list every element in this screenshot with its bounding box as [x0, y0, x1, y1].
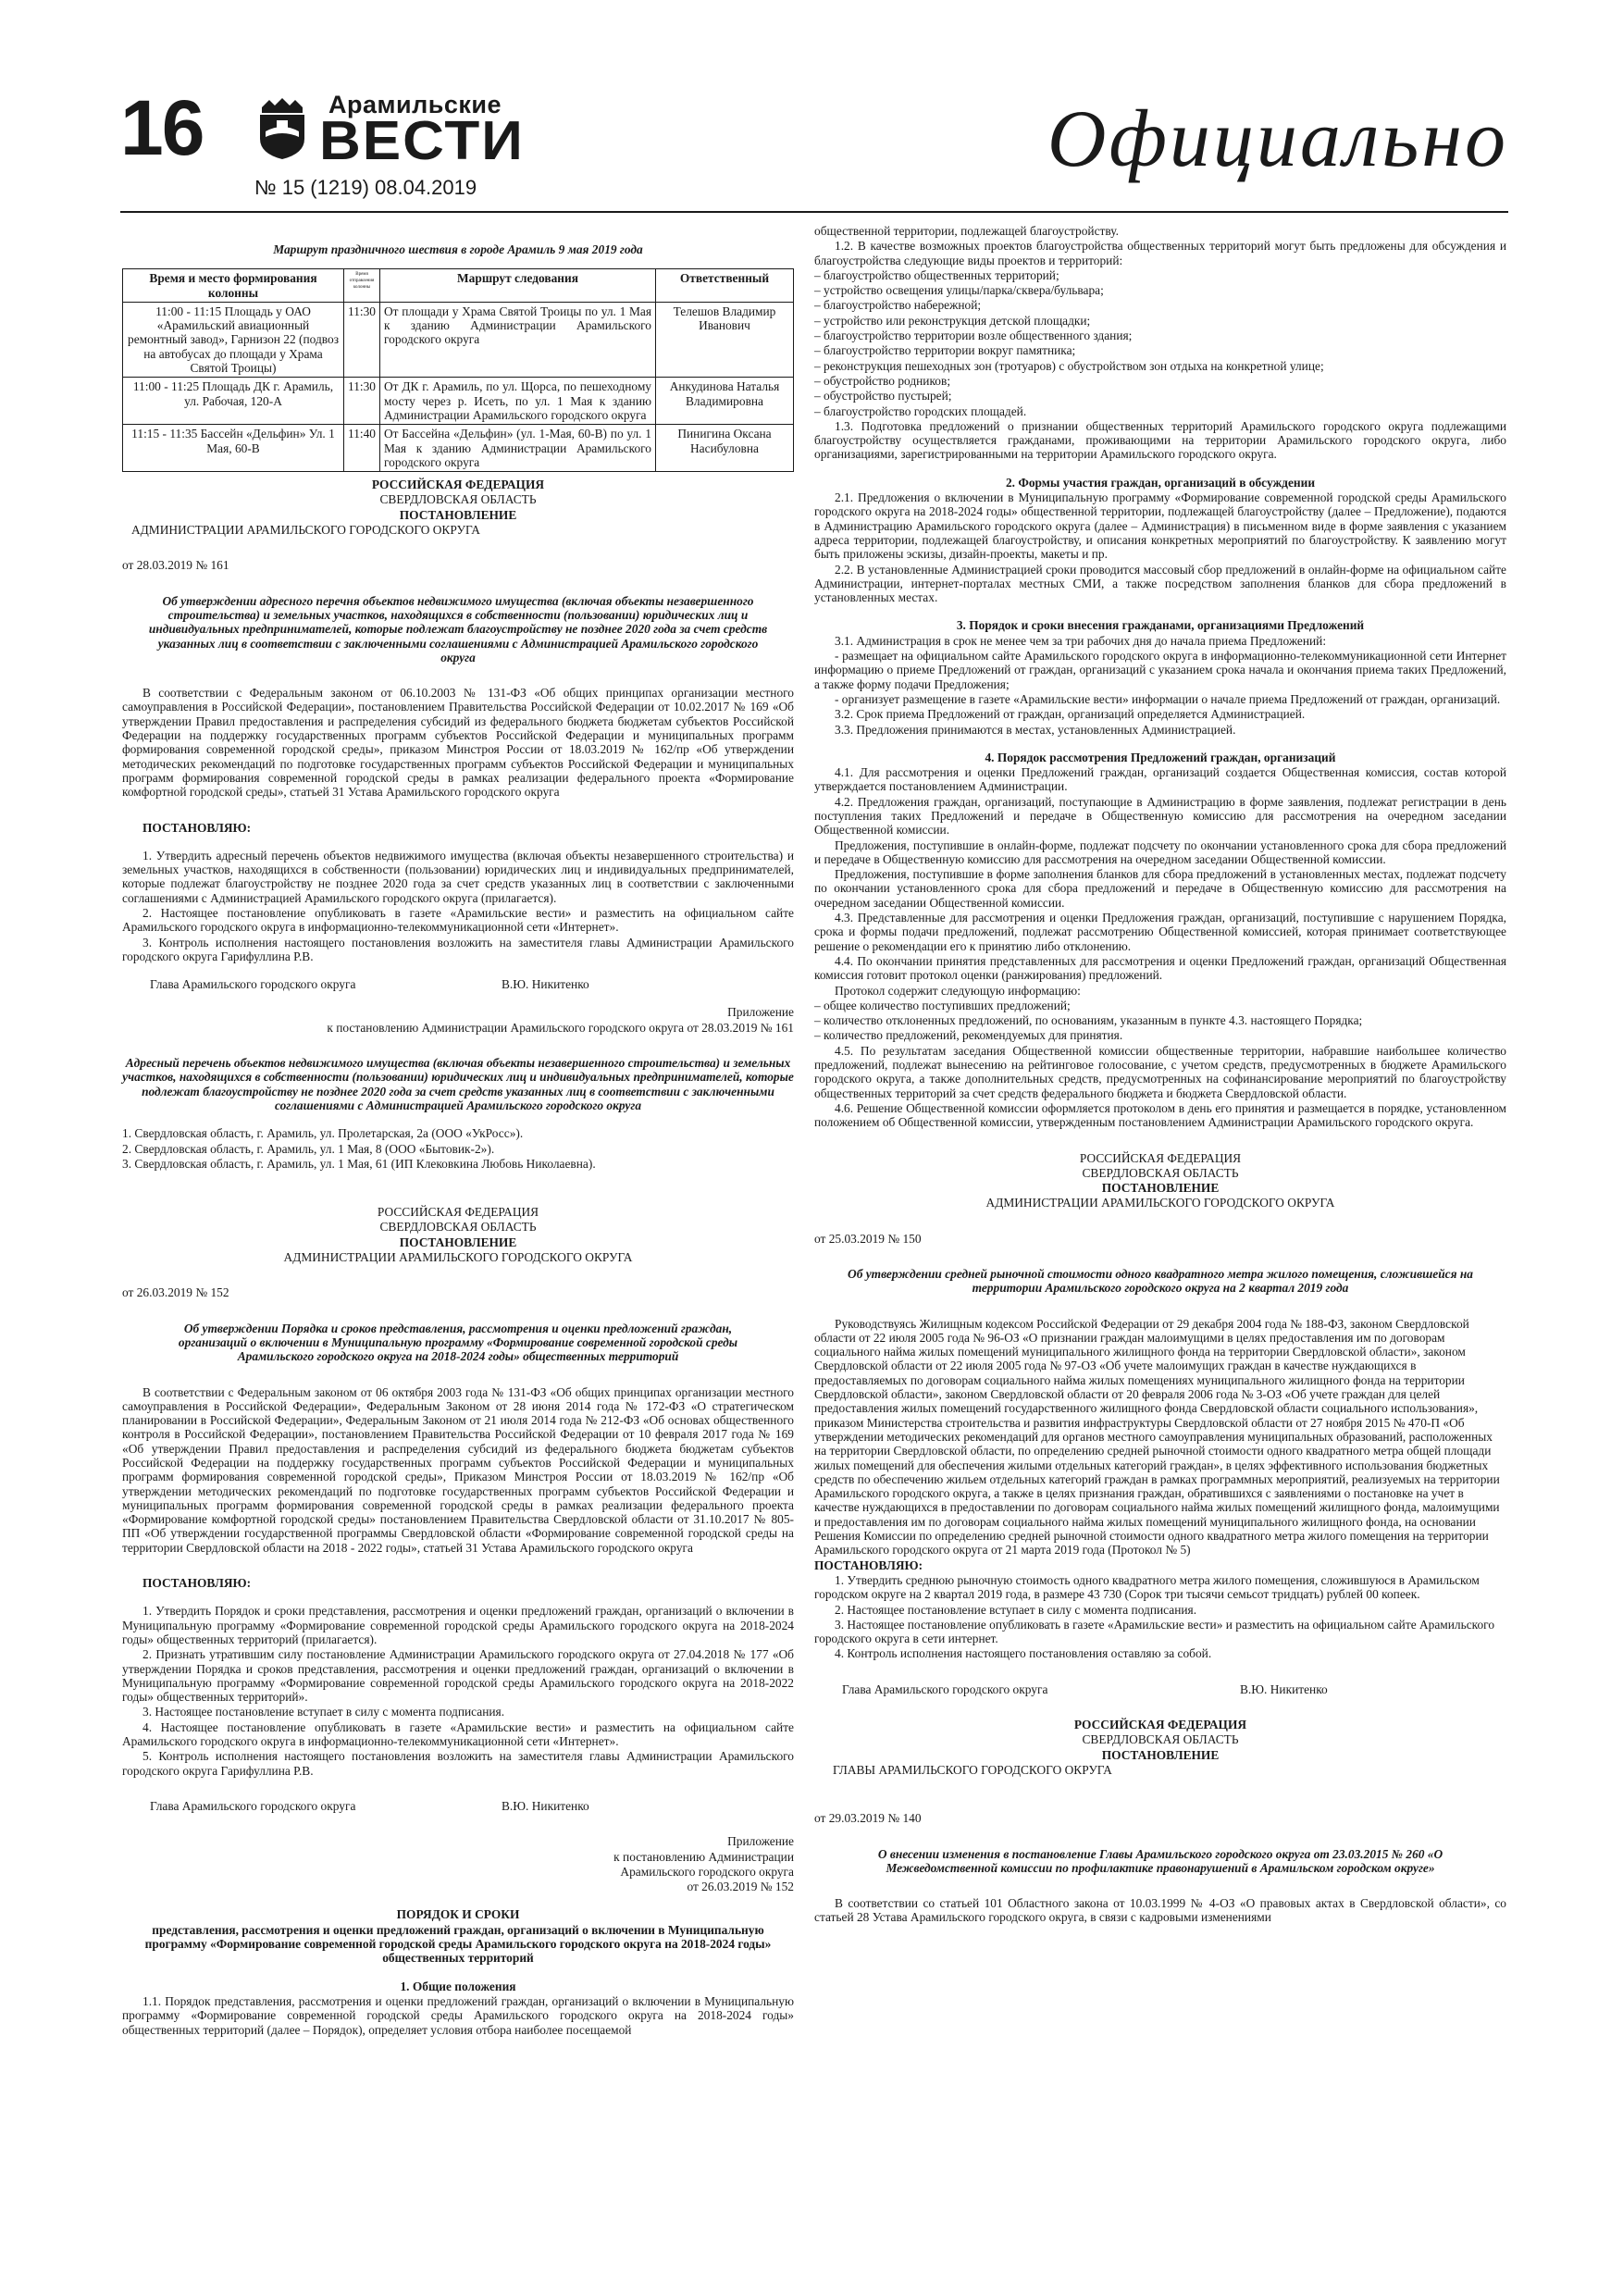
decree-date: от 25.03.2019 № 150 — [814, 1231, 922, 1246]
section-heading: 1. Общие положения — [400, 1979, 516, 1993]
route-time: 11:30 — [344, 378, 380, 425]
paragraph: 3.3. Предложения принимаются в местах, установленных Администрацией. — [835, 722, 1236, 737]
decree-item: 2. Признать утратившим силу постановление Администрации Арамильского городского округа от 27.04.2018 № 177 «Об утверждении Порядка и сроков представления, рассмотрения и оценки предложений граждан, организаций о включении в Муниципальную программу «Формирование современной городской среды Арамильского городского округа на 2018-2022 годы» общественных территорий». — [122, 1647, 794, 1705]
list-item: – благоустройство территории возле общественного здания; — [814, 329, 1133, 343]
decree-heading-region: СВЕРДЛОВСКАЯ ОБЛАСТЬ — [379, 1220, 537, 1235]
list-item: – количество предложений, рекомендуемых для принятия. — [814, 1028, 1123, 1043]
decree-preamble: В соответствии с Федеральным законом от 06 октября 2003 года № 131-ФЗ «Об общих принципах организации местного самоуправления в Российской Федерации», Федеральным Законом от 28 июня 2014 года № 172-ФЗ «О стратегическом планировании в Российской Федерации», Федеральным Законом от 21 июля 2014 года № 212-ФЗ «Об основах общественного контроля в Российской Федерации», постановлением Правительства Российской Федерации от 10 февраля 2017 года № 169 «Об утверждении Правил предоставления и распределения субсидий из федерального бюджета бюджетам субъектов Российской Федерации на поддержку государственных программ субъектов Российской Федерации и муниципальных программ формирования современной городской среды», Приказом Минстроя России от 18.03.2019 № 162/пр «Об утверждении методических рекомендаций по подготовке государственных программ субъектов Российской Федерации и муниципальных программ формирования современной городской среды в рамках реализации федерального проекта «Формирование комфортной городской среды» постановлением Правительства Свердловской области от 31.10.2017 № 805-ПП «Об утверждении государственной программы Свердловской области «Формирование современной городской среды на территории Свердловской области на 2018 - 2022 годы», статьей 31 Устава Арамильского городского округа — [122, 1384, 794, 1555]
list-item: 3. Свердловская область, г. Арамиль, ул. 1 Мая, 61 (ИП Клековкина Любовь Николаевна). — [122, 1156, 596, 1171]
brand-name-big: ВЕСТИ — [319, 110, 525, 172]
decree-item: 3. Настоящее постановление опубликовать в газете «Арамильские вести» и разместить на официальном сайте Арамильского городского округа в сети интернет. — [814, 1617, 1495, 1646]
left-column — [122, 224, 794, 2038]
list-item: – устройство или реконструкция детской площадки; — [814, 313, 1091, 328]
decree-title: О внесении изменения в постановление Главы Арамильского городского округа от 23.03.2015 № 260 «О Межведомственной комиссии по профилактике правонарушений в Арамильском городском округе» — [877, 1846, 1443, 1875]
section-heading: 4. Порядок рассмотрения Предложений граждан, организаций — [985, 750, 1336, 764]
decree-item: 2. Настоящее постановление вступает в силу с момента подписания. — [835, 1602, 1197, 1617]
appendix-label: Приложение — [727, 1834, 794, 1849]
signer-name: В.Ю. Никитенко — [502, 977, 589, 992]
paragraph: 1.2. В качестве возможных проектов благоустройства общественных территорий могут быть предложены для обсуждения и благоустройства следующие виды проектов и территорий: — [814, 239, 1506, 267]
paragraph: 2.1. Предложения о включении в Муниципальную программу «Формирование современной городской среды Арамильского городского округа на 2018-2024 годы» общественной территории, подлежащей благоустройству (далее – Предложение), подаются в Администрацию Арамильского городского округа (далее – Администрация) в письменном виде в форме заявления с указанием адреса территории, подлежащей благоустройству, и описания конкретных мероприятий по благоустройству. К заявлению могут быть приложены эскизы, дизайн-проекты, макеты и пр. — [814, 490, 1506, 562]
paragraph: Предложения, поступившие в онлайн-форме, подлежат подсчету по окончании установленного срока для сбора предложений и передаче в Общественную комиссию для рассмотрения на очередном заседании Общественной комиссии. — [814, 838, 1506, 866]
list-item: – общее количество поступивших предложений; — [814, 998, 1071, 1012]
paragraph: 1.3. Подготовка предложений о признании общественных территорий Арамильского городского округа подлежащими благоустройству осуществляется гражданами, проживающими на территории Арамильского городского округа, либо организациями, зарегистрированными на территории Арамильского городского округа. — [814, 418, 1506, 462]
decree-161 — [122, 478, 794, 1171]
table-row — [123, 302, 794, 377]
decree-preamble: В соответствии с Федеральным законом от 06.10.2003 № 131-ФЗ «Об общих принципах организации местного самоуправления в Российской Федерации», постановлением Правительства Российской Федерации от 10.02.2017 № 169 «Об утверждении Правил предоставления и распределения субсидий из федерального бюджета бюджетам субъектов Российской Федерации на поддержку государственных программ субъектов Российской Федерации и муниципальных программ формирования современной городской среды», приказом Минстроя России от 18.03.2019 № 162/пр «Об утверждении методических рекомендаций по подготовке государственных программ субъектов Российской Федерации и муниципальных программ формирования современной городской среды в рамках реализации федерального проекта «Формирование комфортной городской среды», статьей 31 Устава Арамильского городского округа — [122, 686, 794, 800]
masthead — [120, 84, 1508, 214]
decree-preamble: В соответствии со статьей 101 Областного закона от 10.03.1999 № 4-ОЗ «О правовых актах в Свердловской области», со статьей 28 Устава Арамильского городского округа, в связи с кадровыми изменениями — [814, 1896, 1506, 1925]
address-list-title: Адресный перечень объектов недвижимого имущества (включая объекты незавершенного строительства) и земельных участков, находящихся в собственности (пользовании) юридических лиц и индивидуальных предпринимателей, которые подлежат благоустройству не позднее 2020 года за счет средств указанных лиц в соответствии с заключенными соглашениями с Администрацией Арамильского городского округа — [122, 1056, 794, 1112]
list-item: – количество отклоненных предложений, по основаниям, указанным в пункте 4.3. настоящего Порядка; — [814, 1013, 1363, 1028]
decree-heading-region: СВЕРДЛОВСКАЯ ОБЛАСТЬ — [1082, 1165, 1239, 1180]
decree-signature — [122, 1799, 794, 1813]
appendix-label: Приложение — [727, 1005, 794, 1020]
route-table-header — [123, 269, 794, 303]
decree-heading-country: РОССИЙСКАЯ ФЕДЕРАЦИЯ — [1073, 1718, 1247, 1732]
route-header-place: Время и место формирования колонны — [123, 269, 344, 303]
table-row — [123, 378, 794, 425]
list-item: – благоустройство набережной; — [814, 298, 982, 313]
appendix-ref: от 26.03.2019 № 152 — [687, 1880, 794, 1894]
route-place: 11:00 - 11:15 Площадь у ОАО «Арамильский авиационный ремонтный завод», Гарнизон 22 (подвоз на автобусах до площади у Храма Святой Троицы) — [123, 302, 344, 377]
paragraph: Протокол содержит следующую информацию: — [835, 983, 1081, 998]
decree-date: от 29.03.2019 № 140 — [814, 1811, 922, 1826]
list-item: – благоустройство городских площадей. — [814, 403, 1027, 418]
decree-heading-body: ГЛАВЫ АРАМИЛЬСКОГО ГОРОДСКОГО ОКРУГА — [833, 1762, 1112, 1777]
paragraph: 4.3. Представленные для рассмотрения и оценки Предложения граждан, организаций, поступившие с нарушением Порядка, срока и формы подачи предложений, подлежат рассмотрению Общественной комиссией, которая принимает соответствующее решение о рекомендации его к принятию либо отклонению. — [814, 911, 1506, 953]
paragraph: 3.2. Срок приема Предложений от граждан, организаций определяется Администрацией. — [835, 707, 1306, 722]
decree-date: от 28.03.2019 № 161 — [122, 558, 229, 573]
route-person: Пинигина Оксана Насибуловна — [656, 425, 794, 472]
route-title: Маршрут праздничного шествия в городе Арамиль 9 мая 2019 года — [273, 242, 643, 256]
decree-item: 3. Контроль исполнения настоящего постановления возложить на заместителя главы Администрации Арамильского городского округа Гарифуллина Р.В. — [122, 935, 794, 963]
signer-role: Глава Арамильского городского округа — [842, 1682, 1048, 1696]
route-path: От Бассейна «Дельфин» (ул. 1-Мая, 60-В) по ул. 1 Мая к зданию Администрации Арамильского городского округа — [380, 425, 656, 472]
page-number: 16 — [120, 84, 204, 171]
route-place: 11:00 - 11:25 Площадь ДК г. Арамиль, ул. Рабочая, 120-А — [123, 378, 344, 425]
decree-item: 1. Утвердить среднюю рыночную стоимость одного квадратного метра жилого помещения, сложившуюся в Арамильском городском округе на 2 квартал 2019 года, в размере 43 730 (Сорок три тысячи семьсот тридцать) рублей 00 копеек. — [814, 1572, 1480, 1602]
route-header-time: Время отправления колонны — [344, 269, 380, 303]
route-header-person: Ответственный — [656, 269, 794, 303]
decree-item: 1. Утвердить Порядок и сроки представления, рассмотрения и оценки предложений граждан, организаций о включении в Муниципальную программу «Формирование современной городской среды Арамильского городского округа на 2018-2024 годы» общественных территорий (прилагается). — [122, 1604, 794, 1646]
decree-resolve: ПОСТАНОВЛЯЮ: — [142, 1576, 252, 1591]
paragraph: 1.1. Порядок представления, рассмотрения и оценки предложений граждан, организаций о включении в Муниципальную программу «Формирование современной городской среды Арамильского городского округа на 2018-2024 годы» общественных территорий (далее – Порядок), определяет условия отбора наиболее посещаемой — [122, 1993, 794, 2037]
list-item: – благоустройство территории вокруг памятника; — [814, 343, 1076, 358]
decree-date: от 26.03.2019 № 152 — [122, 1285, 229, 1300]
paragraph: - размещает на официальном сайте Арамильского городского округа в информационно-телекоммуникационной сети Интернет информацию о приеме Предложений от граждан, организаций с указанием срока начала и окончания приема таких Предложений, а также форму подачи Предложения; — [814, 649, 1506, 691]
decree-item: 4. Настоящее постановление опубликовать в газете «Арамильские вести» и разместить на официальном сайте Арамильского городского округа в информационно-телекоммуникационной сети «Интернет». — [122, 1719, 794, 1749]
decree-item: 4. Контроль исполнения настоящего постановления оставляю за собой. — [835, 1646, 1212, 1661]
table-row — [123, 425, 794, 472]
paragraph: - организует размещение в газете «Арамильские вести» информации о начале приема Предложений от граждан, организаций. — [835, 691, 1501, 706]
route-place: 11:15 - 11:35 Бассейн «Дельфин» Ул. 1 Мая, 60-В — [123, 425, 344, 472]
list-item: – устройство освещения улицы/парка/сквера/бульвара; — [814, 283, 1104, 298]
decree-item: 2. Настоящее постановление опубликовать в газете «Арамильские вести» и разместить на официальном сайте Арамильского городского округа в информационно-телекоммуникационной сети «Интернет». — [122, 905, 794, 935]
appendix-ref: Арамильского городского округа — [620, 1864, 794, 1879]
order-subtitle: представления, рассмотрения и оценки предложений граждан, организаций о включении в Муниципальную программу «Формирование современной городской среды Арамильского городского округа на 2018-2024 годы» общественных территорий — [144, 1922, 772, 1966]
signer-role: Глава Арамильского городского округа — [150, 977, 356, 992]
paragraph: 2.2. В установленные Администрацией сроки проводится массовый сбор предложений в онлайн-форме на официальном сайте Администрации, интернет-порталах местных СМИ, а также посредством заполнения бланков для сбора предложений в установленных местах. — [814, 562, 1506, 605]
decree-140 — [814, 1718, 1506, 1925]
list-item: – обустройство пустырей; — [814, 389, 952, 403]
decree-heading-body: АДМИНИСТРАЦИИ АРАМИЛЬСКОГО ГОРОДСКОГО ОКРУГА — [283, 1250, 633, 1265]
decree-title: Об утверждении Порядка и сроков представления, рассмотрения и оценки предложений граждан, организаций о включении в Муниципальную программу «Формирование современной городской среды Арамильского городского округа на 2018-2024 годы» общественных территорий — [178, 1321, 738, 1364]
decree-resolve: ПОСТАНОВЛЯЮ: — [142, 820, 252, 835]
paragraph: общественной территории, подлежащей благоустройству. — [814, 224, 1119, 238]
right-column — [814, 224, 1506, 1926]
decree-heading-region: СВЕРДЛОВСКАЯ ОБЛАСТЬ — [1082, 1732, 1239, 1747]
section-title: Официально — [1047, 94, 1508, 184]
decree-heading-region: СВЕРДЛОВСКАЯ ОБЛАСТЬ — [379, 492, 537, 507]
decree-item: 1. Утвердить адресный перечень объектов недвижимого имущества (включая объекты незавершенного строительства) и земельных участков, находящихся в собственности (пользовании) юридических лиц и индивидуальных предпринимателей, которые подлежат благоустройству не позднее 2020 года за счет средств указанных лиц в соответствии с заключенными соглашениями с Администрацией Арамильского городского округа (прилагается). — [122, 848, 794, 905]
signer-name: В.Ю. Никитенко — [502, 1798, 589, 1813]
route-person: Телешов Владимир Иванович — [656, 302, 794, 377]
issue-number: № 15 (1219) 08.04.2019 — [254, 176, 477, 199]
paragraph: 4.5. По результатам заседания Общественной комиссии общественные территории, набравшие наибольшее количество предложений, подлежат вынесению на рейтинговое голосование, с учетом средств, предусмотренных в бюджете Арамильского городского округа, а также дополнительных средств, предусмотренных на софинансирование мероприятий по благоустройству общественных территорий за счет средств федерального бюджета и бюджета Свердловской области. — [814, 1043, 1506, 1100]
decree-heading-body: АДМИНИСТРАЦИИ АРАМИЛЬСКОГО ГОРОДСКОГО ОКРУГА — [985, 1196, 1335, 1210]
decree-signature — [814, 1682, 1506, 1696]
decree-heading-country: РОССИЙСКАЯ ФЕДЕРАЦИЯ — [1079, 1150, 1242, 1165]
paragraph: Предложения, поступившие в форме заполнения бланков для сбора предложений в установленных местах, подлежат подсчету по окончании установленного срока для сбора предложений и передаче в Общественную комиссию для рассмотрения на очередном заседании Общественной комиссии. — [814, 867, 1506, 910]
decree-title: Об утверждении средней рыночной стоимости одного квадратного метра жилого помещения, сложившейся на территории Арамильского городского округа на 2 квартал 2019 года — [848, 1267, 1473, 1296]
route-table — [122, 268, 794, 472]
decree-heading-type: ПОСТАНОВЛЕНИЕ — [1101, 1747, 1220, 1762]
route-time: 11:30 — [344, 302, 380, 377]
decree-resolve: ПОСТАНОВЛЯЮ: — [814, 1558, 923, 1572]
decree-heading-type: ПОСТАНОВЛЕНИЕ — [399, 507, 517, 522]
section-heading: 3. Порядок и сроки внесения гражданами, организациями Предложений — [956, 618, 1365, 633]
decree-heading-country: РОССИЙСКАЯ ФЕДЕРАЦИЯ — [377, 1205, 539, 1220]
section-heading: 2. Формы участия граждан, организаций в обсуждении — [1005, 475, 1316, 490]
decree-item: 5. Контроль исполнения настоящего постановления возложить на заместителя главы Администрации Арамильского городского округа Гарифуллина Р.В. — [122, 1749, 794, 1778]
list-item: – обустройство родников; — [814, 373, 951, 388]
paragraph: 3.1. Администрация в срок не менее чем за три рабочих дня до начала приема Предложений: — [835, 633, 1327, 648]
route-header-route: Маршрут следования — [380, 269, 656, 303]
decree-heading-body: АДМИНИСТРАЦИИ АРАМИЛЬСКОГО ГОРОДСКОГО ОКРУГА — [131, 523, 480, 538]
signer-name: В.Ю. Никитенко — [1240, 1682, 1328, 1696]
list-item: – благоустройство общественных территорий; — [814, 267, 1059, 282]
decree-heading-type: ПОСТАНОВЛЕНИЕ — [1101, 1181, 1220, 1196]
decree-heading-country: РОССИЙСКАЯ ФЕДЕРАЦИЯ — [371, 478, 545, 492]
decree-150 — [814, 1151, 1506, 1697]
order-title: ПОРЯДОК И СРОКИ — [396, 1907, 520, 1922]
list-item: – реконструкция пешеходных зон (тротуаров) с обустройством зон отдыха на конкретной улице; — [814, 358, 1324, 373]
decree-signature — [122, 977, 794, 991]
brand-name-small: Арамильские — [328, 91, 502, 118]
decree-item: 3. Настоящее постановление вступает в силу с момента подписания. — [142, 1705, 505, 1719]
appendix-ref: к постановлению Администрации — [613, 1849, 794, 1864]
list-item: 2. Свердловская область, г. Арамиль, ул. 1 Мая, 8 (ООО «Бытовик-2»). — [122, 1141, 495, 1156]
decree-152 — [122, 1205, 794, 2037]
decree-title: Об утверждении адресного перечня объектов недвижимого имущества (включая объекты незавершенного строительства) и земельных участков, находящихся в собственности (пользовании) юридических лиц и индивидуальных предпринимателей, которые подлежат благоустройству не позднее 2020 года за счет средств указанных лиц в соответствии с заключенными соглашениями с Администрацией Арамильского городского округа — [148, 593, 768, 664]
signer-role: Глава Арамильского городского округа — [150, 1798, 356, 1813]
header-rule — [120, 211, 1508, 213]
town-emblem-icon — [254, 94, 310, 161]
paragraph: 4.1. Для рассмотрения и оценки Предложений граждан, организаций создается Общественная комиссия, состав которой утверждается постановлением Администрации. — [814, 765, 1506, 794]
route-path: От ДК г. Арамиль, по ул. Щорса, по пешеходному мосту через р. Исеть, по ул. 1 Мая к зданию Администрации Арамильского городского округа — [380, 378, 656, 425]
list-item: 1. Свердловская область, г. Арамиль, ул. Пролетарская, 2а (ООО «УкРосс»). — [122, 1126, 524, 1141]
decree-preamble: Руководствуясь Жилищным кодексом Российской Федерации от 29 декабря 2004 года № 188-ФЗ, законом Свердловской области от 22 июля 2005 года № 96-ОЗ «О признании граждан малоимущими в целях предоставления им по договорам социального найма жилых помещений муниципального жилищного фонда на территории Свердловской области», законом Свердловской области от 22 июля 2005 года № 97-ОЗ «Об учете малоимущих граждан в качестве нуждающихся в предоставляемых по договорам социального найма жилых помещениях муниципального жилищного фонда на территории Свердловской области», законом Свердловской области от 20 февраля 2006 года № 3-ОЗ «Об учете граждан для целей предоставления жилых помещений государственного жилищного фонда Свердловской области социального использования», приказом Министерства строительства и развития инфраструктуры Свердловской области от 27 ноября 2015 № 470-П «Об утверждении методических рекомендаций для органов местного самоуправления муниципальных образований, расположенных на территории Свердловской области, по определению средней рыночной стоимости одного квадратного метра общей площади жилых помещений для обеспечения жилыми отдельных категорий граждан», в целях эффективного использования бюджетных средств по обеспечению жильем отдельных категорий граждан в рамках программных мероприятий, реализуемых на территории Арамильского городского округа, а также в целях признания граждан, обратившихся с заявлениями о постановке на учет в качестве нуждающихся в предоставлении по договорам социального найма жилых помещений жилищного фонда, малоимущими и предоставления им по договорам социального найма жилых помещений муниципального жилищного фонда, на основании Решения Комиссии по определению средней рыночной стоимости одного квадратного метра жилого помещения на территории Арамильского городского округа от 21 марта 2019 года (Протокол № 5) — [814, 1316, 1500, 1558]
route-path: От площади у Храма Святой Троицы по ул. 1 Мая к зданию Администрации Арамильского городского округа — [380, 302, 656, 377]
paragraph: 4.2. Предложения граждан, организаций, поступающие в Администрацию в форме заявления, подлежат регистрации в день поступления таких Предложений и передаче в Общественную комиссию для рассмотрения на очередном заседании Общественной комиссии. — [814, 794, 1506, 838]
paragraph: 4.6. Решение Общественной комиссии оформляется протоколом в день его принятия и размещается в порядке, установленном положением об Общественной комиссии, утвержденным постановлением Администрации Арамильского городского округа. — [814, 1100, 1506, 1130]
paragraph: 4.4. По окончании принятия представленных для рассмотрения и оценки Предложений граждан, организаций Общественная комиссия готовит протокол оценки (ранжирования) предложений. — [814, 953, 1506, 983]
decree-heading-type: ПОСТАНОВЛЕНИЕ — [399, 1235, 517, 1249]
appendix-ref: к постановлению Администрации Арамильского городского округа от 28.03.2019 № 161 — [327, 1020, 794, 1035]
route-person: Анкудинова Наталья Владимировна — [656, 378, 794, 425]
route-time: 11:40 — [344, 425, 380, 472]
